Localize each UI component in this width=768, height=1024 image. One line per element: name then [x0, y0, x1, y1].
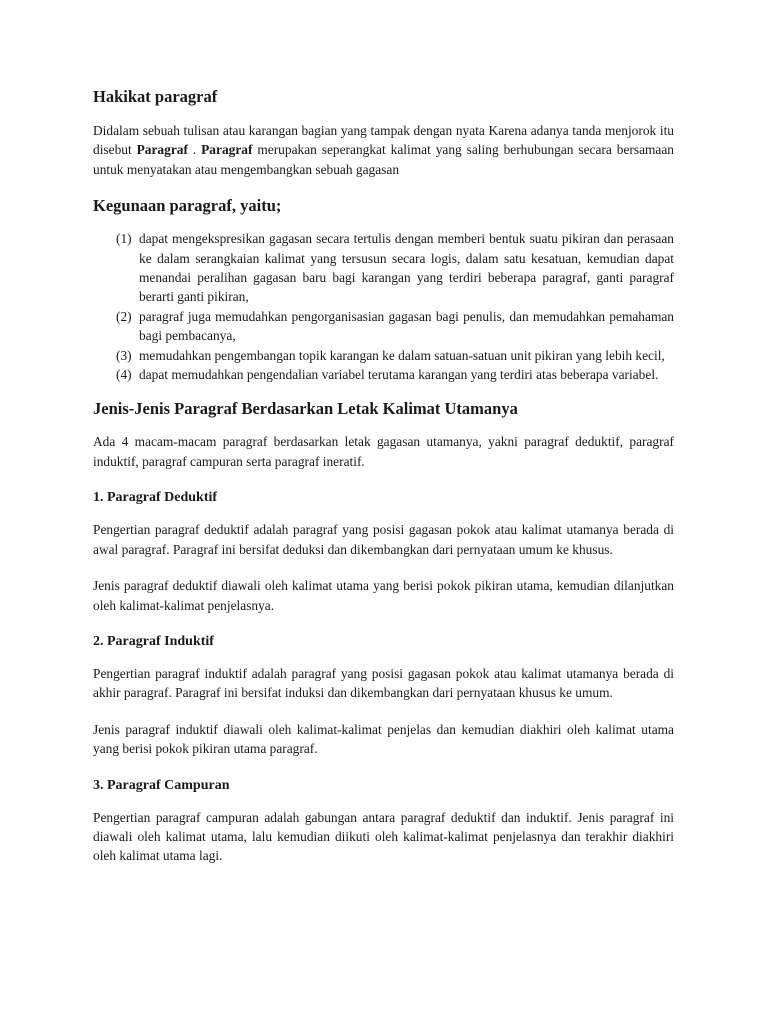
- list-item-number: (2): [116, 308, 132, 324]
- paragraph-deduktif-1: Pengertian paragraf deduktif adalah paragraf yang posisi gagasan pokok atau kalimat utamanya berada di awal paragraf. Paragraf ini bersifat deduksi dan dikembangkan dari pernyataan umum ke khusus.: [93, 522, 674, 557]
- text-run: Didalam sebuah tulisan atau karangan bagian yang tampak dengan nyata Karena adanya tanda menjorok itu disebut: [93, 123, 674, 158]
- heading-paragraf-deduktif: 1. Paragraf Deduktif: [93, 490, 218, 506]
- text-run: .: [187, 142, 202, 158]
- heading-kegunaan-paragraf: Kegunaan paragraf, yaitu;: [93, 196, 282, 216]
- document-page: [93, 86, 674, 866]
- paragraph-campuran-1: Pengertian paragraf campuran adalah gabungan antara paragraf deduktif dan induktif. Jenis paragraf ini diawali oleh kalimat utama, lalu kemudian diikuti oleh kalimat-kalimat penjelasnya dan terakhir diakhiri oleh kalimat utama lagi.: [93, 809, 674, 864]
- list-item-text: paragraf juga memudahkan pengorganisasian gagasan bagi penulis, dan memudahkan pemahaman bagi pembacanya,: [139, 308, 674, 344]
- text-run: merupakan seperangkat kalimat yang saling berhubungan secara bersamaan untuk menyatakan atau mengembangkan sebuah gagasan: [93, 142, 675, 177]
- bold-term-paragraf: Paragraf: [201, 142, 253, 158]
- bold-term-paragraf: Paragraf: [136, 142, 188, 158]
- paragraph-jenis-intro: Ada 4 macam-macam paragraf berdasarkan letak gagasan utamanya, yakni paragraf deduktif, paragraf induktif, paragraf campuran serta paragraf ineratif.: [93, 434, 674, 469]
- list-item: [93, 307, 674, 346]
- heading-hakikat-paragraf: Hakikat paragraf: [93, 87, 218, 106]
- paragraph-induktif-1: Pengertian paragraf induktif adalah paragraf yang posisi gagasan pokok atau kalimat utamanya berada di akhir paragraf. Paragraf ini bersifat induksi dan dikembangkan dari pernyataan khusus ke umum.: [93, 665, 674, 701]
- paragraph-induktif-2: Jenis paragraf induktif diawali oleh kalimat-kalimat penjelas dan kemudian diakhiri oleh kalimat utama yang berisi pokok pikiran utama paragraf.: [93, 721, 674, 757]
- paragraph-hakikat: [93, 121, 674, 179]
- list-item-text: dapat memudahkan pengendalian variabel terutama karangan yang terdiri atas beberapa variabel.: [139, 367, 659, 383]
- list-item-number: (3): [116, 347, 132, 363]
- list-item-number: (1): [116, 231, 132, 247]
- list-item: [93, 229, 674, 307]
- list-item-text: memudahkan pengembangan topik karangan ke dalam satuan-satuan unit pikiran yang lebih kecil,: [139, 347, 665, 363]
- paragraph-deduktif-2: Jenis paragraf deduktif diawali oleh kalimat utama yang berisi pokok pikiran utama, kemudian dilanjutkan oleh kalimat-kalimat penjelasnya.: [93, 578, 674, 613]
- heading-paragraf-campuran: 3. Paragraf Campuran: [93, 777, 230, 793]
- list-item-text: dapat mengekspresikan gagasan secara tertulis dengan memberi bentuk suatu pikiran dan perasaan ke dalam serangkaian kalimat yang tersusun secara logis, dalam satu kesatuan, kemudian dapat menandai peralihan gagasan baru bagi karangan yang terdiri beberapa paragraf, ganti paragraf berarti ganti pikiran,: [139, 231, 674, 305]
- kegunaan-list: [93, 229, 674, 384]
- list-item: [93, 365, 674, 384]
- heading-jenis-paragraf: Jenis-Jenis Paragraf Berdasarkan Letak Kalimat Utamanya: [93, 399, 518, 419]
- list-item: [93, 346, 674, 365]
- heading-paragraf-induktif: 2. Paragraf Induktif: [93, 633, 214, 649]
- list-item-number: (4): [116, 367, 132, 383]
